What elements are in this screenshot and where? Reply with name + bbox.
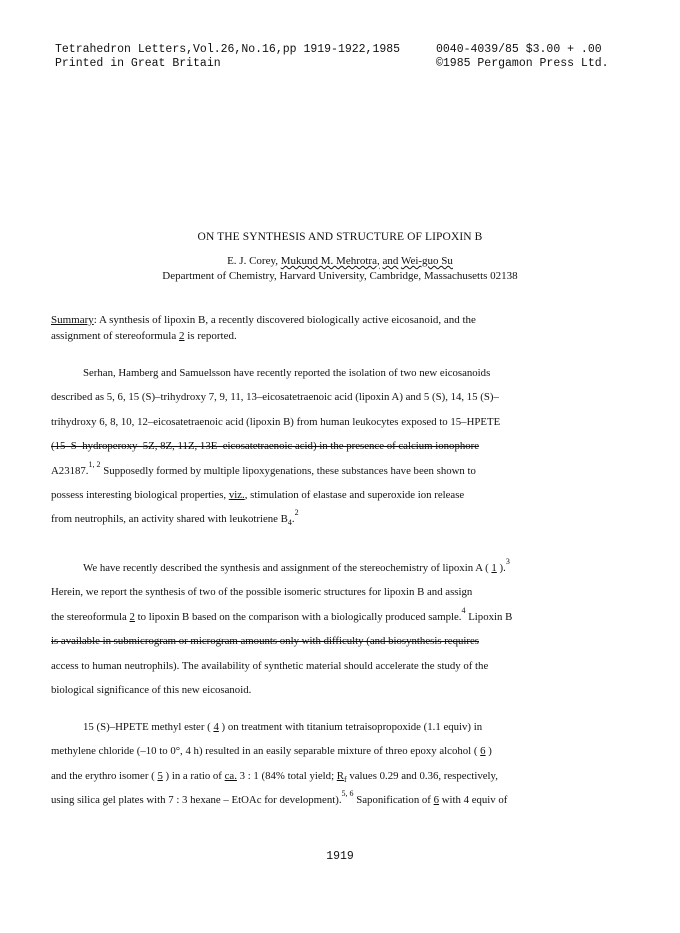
text-line — [51, 483, 636, 507]
viz-abbrev: viz. — [228, 489, 245, 502]
text: ) — [485, 745, 492, 758]
text-line — [51, 556, 636, 580]
text: ) on treatment with titanium tetraisopropoxide (1.1 equiv) in — [218, 721, 483, 733]
affiliation: Department of Chemistry, Harvard University, Cambridge, Massachusetts 02138 — [162, 270, 518, 282]
summary-label: Summary — [51, 314, 94, 326]
text-line — [51, 764, 636, 788]
paragraph-1 — [51, 361, 636, 532]
publisher-info — [436, 43, 609, 71]
text-line — [51, 507, 636, 531]
compound-ref: 4 — [213, 721, 219, 733]
text-line: is available in submicrogram or microgram amounts only with difficulty (and biosynthesis requires — [51, 635, 479, 648]
paragraph-2 — [51, 556, 636, 702]
text: 3 : 1 (84% total yield; — [236, 769, 337, 782]
summary-text: assignment of stereoformula — [51, 329, 179, 342]
text: from neutrophils, an activity shared with leukotriene B — [51, 513, 288, 526]
text-line — [51, 715, 636, 739]
page-number: 1919 — [326, 850, 354, 863]
text: . — [291, 513, 295, 526]
compound-ref: 1 — [491, 562, 497, 574]
text-line — [51, 459, 636, 483]
text: ) in a ratio of — [162, 769, 225, 782]
text: to lipoxin B based on the comparison with a biologically produced sample. — [134, 610, 462, 623]
text: 15 (S)–HPETE methyl ester ( — [83, 721, 214, 733]
text: methylene chloride (–10 to 0°, 4 h) resulted in an easily separable mixture of threo epoxy alcohol ( — [51, 745, 481, 758]
text: using silica gel plates with 7 : 3 hexane – EtOAc for development). — [51, 794, 342, 807]
reference-superscript: 4 — [461, 605, 466, 615]
text-line: (15–S–hydroperoxy–5Z, 8Z, 11Z, 13E–eicosatetraenoic acid) in the presence of calcium ionophore — [51, 440, 480, 453]
reference-superscript: 3 — [505, 557, 510, 566]
text: possess interesting biological properties, — [51, 489, 229, 502]
author-list — [0, 255, 680, 267]
compound-ref: 6 — [480, 745, 486, 758]
author-conjunction: and — [382, 255, 399, 267]
compound-ref: 2 — [129, 610, 135, 623]
text: ). — [496, 562, 506, 574]
text: values 0.29 and 0.36, respectively, — [346, 769, 498, 782]
subscript: f — [343, 774, 347, 784]
author-su: Wei-guo Su — [400, 255, 453, 267]
text: with 4 equiv of — [439, 794, 508, 807]
text-line: biological significance of this new eicosanoid. — [51, 684, 252, 697]
ca-abbrev: ca. — [224, 769, 237, 782]
citation-line: Tetrahedron Letters,Vol.26,No.16,pp 1919-1922,1985 — [55, 43, 401, 56]
text-line — [51, 605, 636, 629]
reference-superscript: 1, 2 — [88, 459, 101, 469]
text: Lipoxin B — [465, 610, 513, 623]
text: , stimulation of elastase and superoxide ion release — [244, 489, 465, 502]
compound-ref: 5 — [157, 769, 163, 782]
summary-text: : A synthesis of lipoxin B, a recently discovered biologically active eicosanoid, and the — [93, 314, 476, 326]
text: Supposedly formed by multiple lipoxygenations, these substances have been shown to — [100, 464, 476, 477]
issn-price-line: 0040-4039/85 $3.00 + .00 — [436, 43, 602, 56]
text: and the erythro isomer ( — [51, 769, 158, 782]
text-line: Herein, we report the synthesis of two of the possible isomeric structures for lipoxin B and assign — [51, 586, 473, 599]
summary-block — [51, 313, 611, 344]
text: the stereoformula — [51, 610, 130, 623]
paragraph-3 — [51, 715, 636, 813]
printed-in-line: Printed in Great Britain — [55, 57, 221, 70]
text-line — [51, 788, 636, 812]
summary-text: is reported. — [184, 329, 237, 342]
reference-superscript: 5, 6 — [341, 789, 354, 799]
copyright-line: ©1985 Pergamon Press Ltd. — [436, 57, 609, 70]
text-line: Serhan, Hamberg and Samuelsson have recently reported the isolation of two new eicosanoids — [83, 367, 491, 379]
subscript: 4 — [287, 518, 292, 528]
text-line: described as 5, 6, 15 (S)–trihydroxy 7, 9, 11, 13–eicosatetraenoic acid (lipoxin A) and 5 (S), 14, 15 (S)– — [51, 391, 499, 404]
reference-superscript: 2 — [294, 508, 299, 518]
rf-symbol: R — [336, 769, 344, 782]
text-line: trihydroxy 6, 8, 10, 12–eicosatetraenoic acid (lipoxin B) from human leukocytes exposed to 15–HPETE — [51, 415, 501, 428]
text-line — [51, 739, 636, 763]
compound-ref: 2 — [179, 329, 185, 342]
author-mehrotra: Mukund M. Mehrotra, — [280, 255, 380, 267]
text: Saponification of — [353, 794, 434, 807]
article-title: ON THE SYNTHESIS AND STRUCTURE OF LIPOXIN B — [197, 231, 483, 243]
text: A23187. — [51, 464, 89, 477]
text: We have recently described the synthesis and assignment of the stereochemistry of lipoxin A ( — [83, 562, 492, 574]
journal-citation — [55, 43, 400, 71]
author-corey: E. J. Corey, — [227, 255, 278, 267]
text-line: access to human neutrophils). The availability of synthetic material should accelerate the study of the — [51, 659, 489, 672]
compound-ref: 6 — [433, 794, 440, 807]
